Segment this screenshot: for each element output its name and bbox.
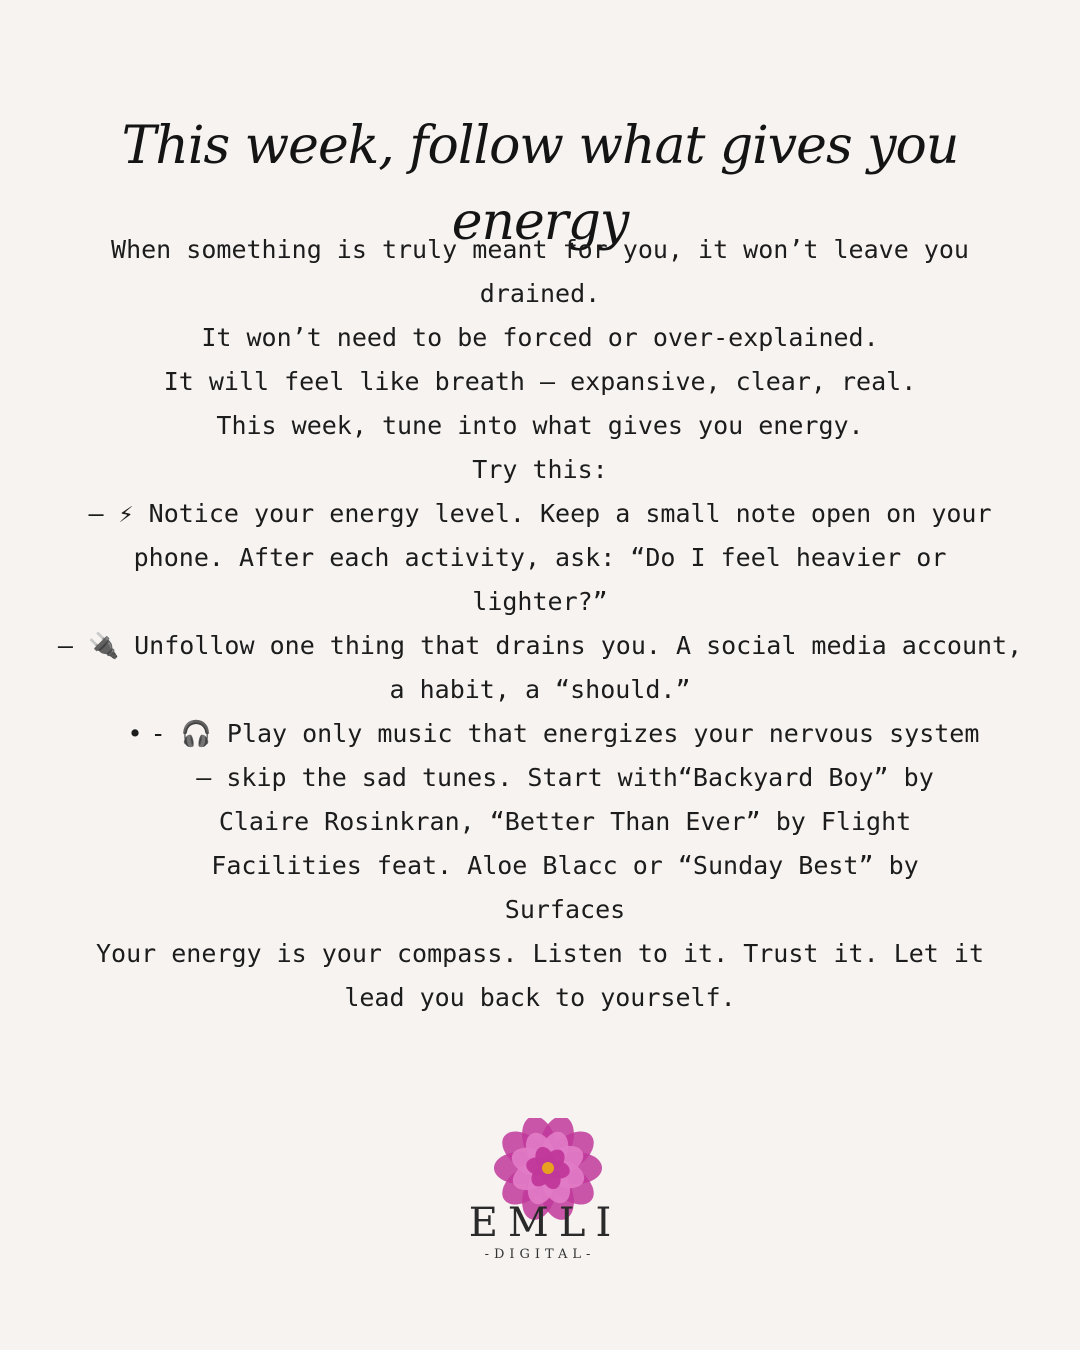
logo-wordmark: EMLI xyxy=(468,1200,622,1246)
intro-line-3: It will feel like breath — expansive, clear, real. xyxy=(163,367,917,396)
tip-energy-level: – ⚡ Notice your energy level. Keep a small note open on your phone. After each activity, ask: “Do I feel heavier or lighter?” xyxy=(88,499,1007,616)
intro-line-4: This week, tune into what gives you energy. xyxy=(216,411,864,440)
tip-unfollow: – 🔌 Unfollow one thing that drains you. A social media account, a habit, a “should.” xyxy=(57,631,1038,704)
intro-line-1: When something is truly meant for you, it won’t leave you drained. xyxy=(111,235,985,308)
intro-line-2: It won’t need to be forced or over-explained. xyxy=(201,323,879,352)
bullet-dot: • xyxy=(127,719,143,748)
logo-subtitle: -DIGITAL- xyxy=(484,1247,596,1262)
page-title: This week, follow what gives you energy xyxy=(121,116,959,252)
try-this-heading: Try this: xyxy=(472,455,608,484)
tip-music xyxy=(80,712,1000,932)
tip-music-text: - 🎧 Play only music that energizes your nervous system — skip the sad tunes. Start with“Backyard Boy” by Claire Rosinkran, “Better Than Ever” by Flight Facilities feat. Aloe Blacc or “Sunday Best” by Surfaces xyxy=(150,719,995,924)
outro-line: Your energy is your compass. Listen to it. Trust it. Let it lead you back to yourself. xyxy=(95,939,1000,1012)
message-body xyxy=(57,228,1038,1020)
